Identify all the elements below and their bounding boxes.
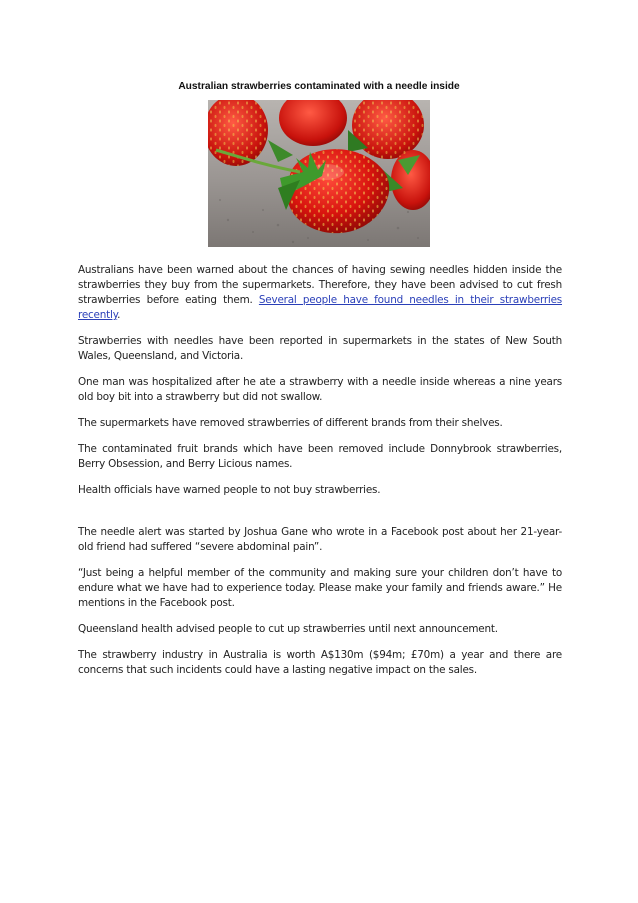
paragraph-6: Health officials have warned people to not buy strawberries. <box>78 484 381 496</box>
paragraph-5: The contaminated fruit brands which have been removed include Donnybrook strawberries, Berry Obsession, and Berry Licious names. <box>78 443 562 470</box>
paragraph-10: The strawberry industry in Australia is worth A$130m ($94m; £70m) a year and there are concerns that such incidents could have a lasting negative impact on the sales. <box>78 649 562 676</box>
paragraph-9: Queensland health advised people to cut up strawberries until next announcement. <box>78 623 498 635</box>
paragraph-1 <box>78 263 562 323</box>
article-title: Australian strawberries contaminated with a needle inside <box>178 81 460 92</box>
article-body <box>78 263 562 678</box>
paragraph-7: The needle alert was started by Joshua Gane who wrote in a Facebook post about her 21-year-old friend had suffered “severe abdominal pain”. <box>78 526 562 553</box>
paragraph-3: One man was hospitalized after he ate a strawberry with a needle inside whereas a nine years old boy bit into a strawberry but did not swallow. <box>78 376 562 403</box>
paragraph-4: The supermarkets have removed strawberries of different brands from their shelves. <box>78 417 503 429</box>
strawberries-photo <box>208 100 430 247</box>
paragraph-2: Strawberries with needles have been reported in supermarkets in the states of New South Wales, Queensland, and Victoria. <box>78 335 562 362</box>
paragraph-8: “Just being a helpful member of the community and making sure your children don’t have to endure what we have had to experience today. Please make your family and friends aware.” He mentions in the Facebook post. <box>78 567 562 609</box>
paragraph-1-text: Australians have been warned about the chances of having sewing needles hidden inside the strawberries they buy from the supermarkets. Therefore, they have been advised to cut fresh strawberries before eating them. <box>78 264 562 306</box>
paragraph-1-end: . <box>117 309 121 321</box>
recent-needles-link[interactable]: Several people have found needles in their strawberries recently <box>78 294 562 321</box>
